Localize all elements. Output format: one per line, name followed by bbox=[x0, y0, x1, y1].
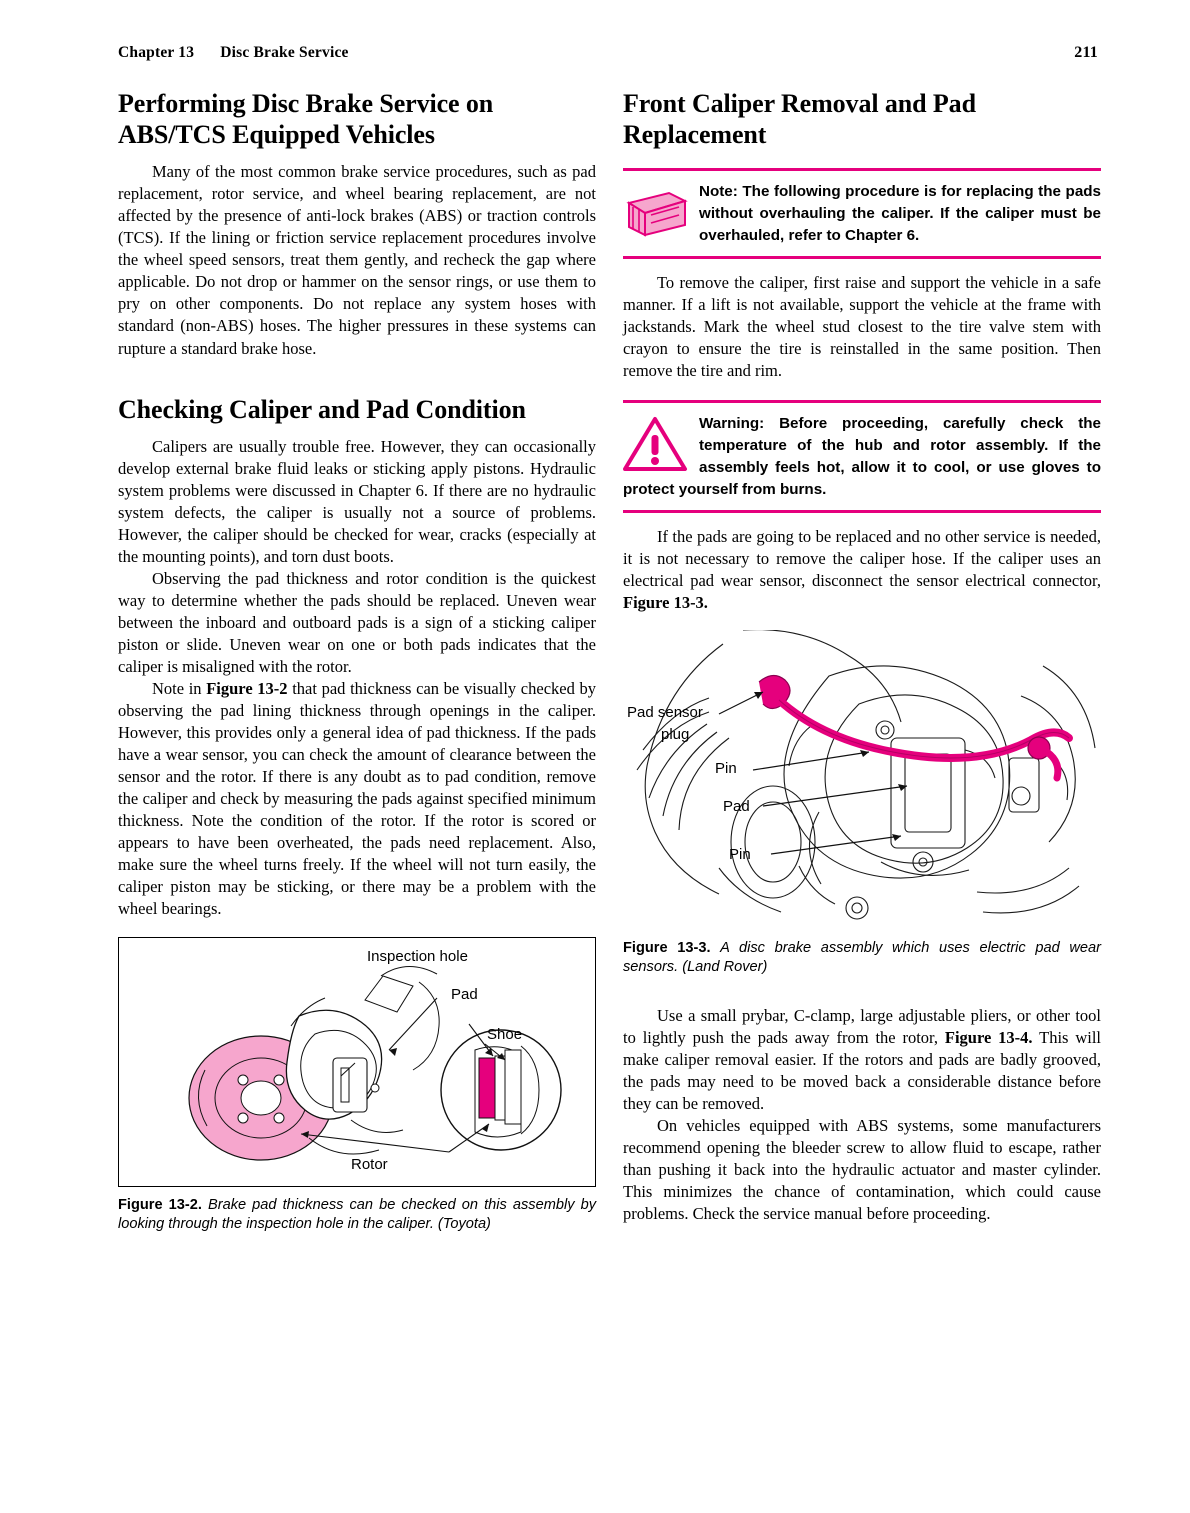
label-inspection-hole: Inspection hole bbox=[367, 948, 468, 966]
note-book-icon bbox=[623, 183, 691, 245]
figure-13-4-reference: Figure 13-4. bbox=[944, 1028, 1033, 1048]
heading-performing-disc-brake-service: Performing Disc Brake Service on ABS/TCS Equipped Vehicles bbox=[118, 89, 494, 150]
label-pad: Pad bbox=[451, 986, 478, 1004]
para4-pre: Note in bbox=[152, 678, 207, 698]
paragraph-prybar bbox=[623, 1005, 1101, 1115]
label-pin-top: Pin bbox=[715, 759, 737, 777]
disc-brake-electric-sensor-illustration bbox=[623, 630, 1101, 930]
paragraph-pad-wear-sensor bbox=[623, 526, 1101, 614]
page-number: 211 bbox=[1074, 44, 1098, 61]
label-shoe: Shoe bbox=[487, 1026, 523, 1044]
label-pin-bottom: Pin bbox=[729, 845, 751, 863]
label-pad-sensor-plug-line2: plug bbox=[661, 725, 690, 743]
para3-post: This will make caliper removal easier. If the rotors and pads are badly grooved, the pads may need to be moved back a considerable distance before they can be removed. bbox=[623, 1028, 1101, 1114]
paragraph-abs-bleeder: On vehicles equipped with ABS systems, some manufacturers recommend opening the bleeder screw to allow fluid to escape, rather than pushing it back into the hydraulic actuator and master cylinder. This minimizes the chance of contamination, which could cause problems. Check the service manual before proceeding. bbox=[623, 1116, 1101, 1224]
paragraph-observing-pad-thickness: Observing the pad thickness and rotor condition is the quickest way to determine whether the pads should be replaced. Uneven wear between the inboard and outboard pads is a sign of a sticking caliper piston or slide. Uneven wear on one or both pads indicates that the caliper is misaligned with the rotor. bbox=[118, 568, 596, 676]
figure-13-2-caption-label: Figure 13-2. bbox=[118, 1197, 202, 1214]
figure-13-3-caption-text: A disc brake assembly which uses electric pad wear sensors. (Land Rover) bbox=[623, 939, 1101, 975]
note-callout bbox=[623, 168, 1101, 259]
figure-13-2-caption-text: Brake pad thickness can be checked on this assembly by looking through the inspection hole in the caliper. (Toyota) bbox=[118, 1197, 596, 1233]
para4-post: that pad thickness can be visually checked by observing the pad lining thickness through openings in the caliper. However, this provides only a general idea of pad thickness. If the pads have a wear sensor, you can check the amount of clearance between the sensor and the rotor. If there is any doubt as to pad condition, remove the caliper and check by measuring the pads against specified minimum thickness. Note the condition of the rotor. If the rotor is scored or appears to have been overheated, the pads need replacement. Also, make sure the wheel turns freely. If the wheel will not turn easily, the caliper piston may be sticking, or there may be a problem with the wheel bearings. bbox=[118, 678, 596, 919]
left-column bbox=[118, 88, 596, 1235]
figure-13-3-reference: Figure 13-3. bbox=[623, 592, 708, 612]
chapter-number: Chapter 13 bbox=[118, 44, 195, 61]
label-rotor: Rotor bbox=[351, 1156, 388, 1174]
para2-pre: If the pads are going to be replaced and no other service is needed, it is not necessary to remove the caliper hose. If the caliper uses an electrical pad wear sensor, disconnect the sensor electrical connector, bbox=[623, 526, 1101, 590]
warning-callout bbox=[623, 400, 1101, 513]
figure-13-3-image bbox=[623, 630, 1101, 930]
heading-checking-caliper: Checking Caliper and Pad Condition bbox=[118, 394, 526, 424]
brake-assembly-illustration bbox=[119, 938, 595, 1186]
label-pad-sensor-plug-line1: Pad sensor bbox=[627, 703, 703, 721]
figure-13-2-caption bbox=[118, 1196, 596, 1235]
figure-13-3-caption bbox=[623, 939, 1101, 978]
paragraph-remove-caliper: To remove the caliper, first raise and support the vehicle in a safe manner. If a lift is not available, support the vehicle at the frame with jackstands. Mark the wheel stud closest to the tire valve stem with crayon to ensure the tire is reinstalled in the same position. Then remove the tire and rim. bbox=[623, 273, 1101, 381]
heading-front-caliper-removal: Front Caliper Removal and Pad Replacement bbox=[623, 89, 976, 150]
figure-13-2-image bbox=[118, 937, 596, 1187]
note-text: Note: The following procedure is for replacing the pads without overhauling the caliper. If the caliper must be overhauled, refer to Chapter 6. bbox=[699, 183, 1101, 245]
running-head bbox=[118, 44, 1098, 62]
label-pad: Pad bbox=[723, 797, 750, 815]
warning-text: Warning: Before proceeding, carefully check the temperature of the hub and rotor assembly. If the assembly feels hot, allow it to cool, or use gloves to protect yourself from burns. bbox=[623, 415, 1101, 498]
right-column bbox=[623, 88, 1101, 1225]
paragraph-calipers-trouble-free: Calipers are usually trouble free. However, they can occasionally develop external brake fluid leaks or sticking apply pistons. Hydraulic system problems were discussed in Chapter 6. If there are no hydraulic system defects, the caliper is usually not a source of problems. However, the caliper should be checked for wear, cracks (especially at the mounting points), and torn dust boots. bbox=[118, 436, 596, 566]
figure-13-2-reference: Figure 13-2 bbox=[206, 678, 288, 698]
chapter-title: Disc Brake Service bbox=[220, 44, 349, 61]
para3-pre: Use a small prybar, C-clamp, large adjustable pliers, or other tool to lightly push the pads away from the rotor, bbox=[623, 1006, 1101, 1048]
figure-13-3-caption-label: Figure 13-3. bbox=[623, 939, 711, 956]
warning-triangle-icon bbox=[623, 415, 691, 477]
paragraph-abs-tcs: Many of the most common brake service procedures, such as pad replacement, rotor service, and wheel bearing replacement, are not affected by the presence of anti-lock brakes (ABS) or traction controls (TCS). If the lining or friction service replacement procedures involve the wheel speed sensors, treat them gently, and recheck the gap where applicable. Do not drop or hammer on the sensor rings, or use them to pry on other components. Do not replace any system hoses with standard (non-ABS) hoses. The higher pressures in these systems can rupture a standard brake hose. bbox=[118, 162, 596, 358]
paragraph-note-figure-13-2 bbox=[118, 678, 596, 920]
